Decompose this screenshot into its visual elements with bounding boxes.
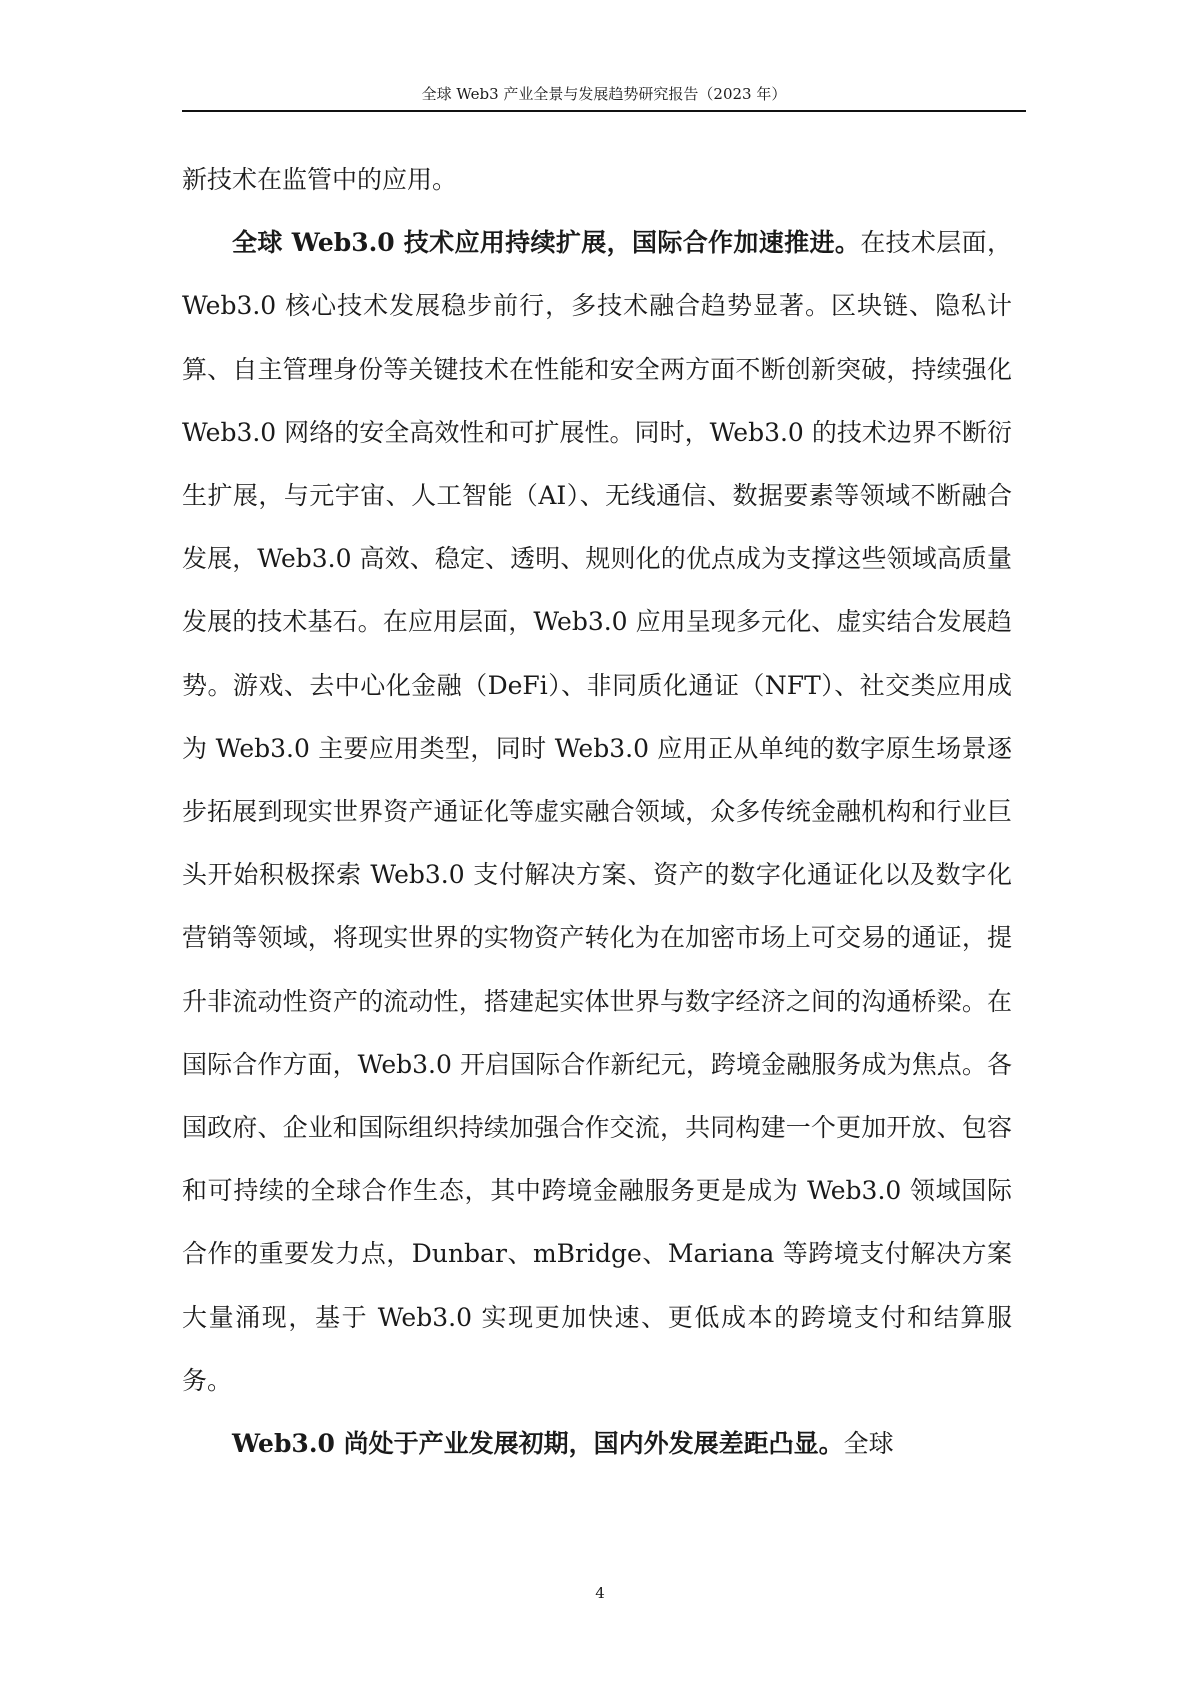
paragraph-web3-tech-cooperation <box>182 211 1012 1412</box>
paragraph-industry-early-stage <box>182 1412 1012 1475</box>
header-divider <box>182 110 1026 112</box>
paragraph-continuation <box>182 148 1012 211</box>
page-number: 4 <box>595 1584 605 1602</box>
paragraph-text: 在技术层面，Web3.0 核心技术发展稳步前行，多技术融合趋势显著。区块链、隐私计算、自主管理身份等关键技术在性能和安全两方面不断创新突破，持续强化 Web3.0 网络的安全高效性和可扩展性。同时，Web3.0 的技术边界不断衍生扩展，与元宇宙、人工智能（AI）、无线通信、数据要素等领域不断融合发展，Web3.0 高效、稳定、透明、规则化的优点成为支撑这些领域高质量发展的技术基石。在应用层面，Web3.0 应用呈现多元化、虚实结合发展趋势。游戏、去中心化金融（DeFi）、非同质化通证（NFT）、社交类应用成为 Web3.0 主要应用类型，同时 Web3.0 应用正从单纯的数字原生场景逐步拓展到现实世界资产通证化等虚实融合领域，众多传统金融机构和行业巨头开始积极探索 Web3.0 支付解决方案、资产的数字化通证化以及数字化营销等领域，将现实世界的实物资产转化为在加密市场上可交易的通证，提升非流动性资产的流动性，搭建起实体世界与数字经济之间的沟通桥梁。在国际合作方面，Web3.0 开启国际合作新纪元，跨境金融服务成为焦点。各国政府、企业和国际组织持续加强合作交流，共同构建一个更加开放、包容和可持续的全球合作生态，其中跨境金融服务更是成为 Web3.0 领域国际合作的重要发力点，Dunbar、mBridge、Mariana 等跨境支付解决方案大量涌现，基于 Web3.0 实现更加快速、更低成本的跨境支付和结算服务。 <box>182 228 1012 1395</box>
paragraph-text: 全球 <box>843 1429 894 1459</box>
running-header: 全球 Web3 产业全景与发展趋势研究报告（2023 年） <box>421 85 787 103</box>
body-text <box>182 148 1012 1475</box>
paragraph-lead-sentence: Web3.0 尚处于产业发展初期，国内外发展差距凸显。 <box>232 1429 844 1459</box>
paragraph-text: 新技术在监管中的应用。 <box>182 165 458 194</box>
paragraph-lead-sentence: 全球 Web3.0 技术应用持续扩展，国际合作加速推进。 <box>232 228 861 258</box>
